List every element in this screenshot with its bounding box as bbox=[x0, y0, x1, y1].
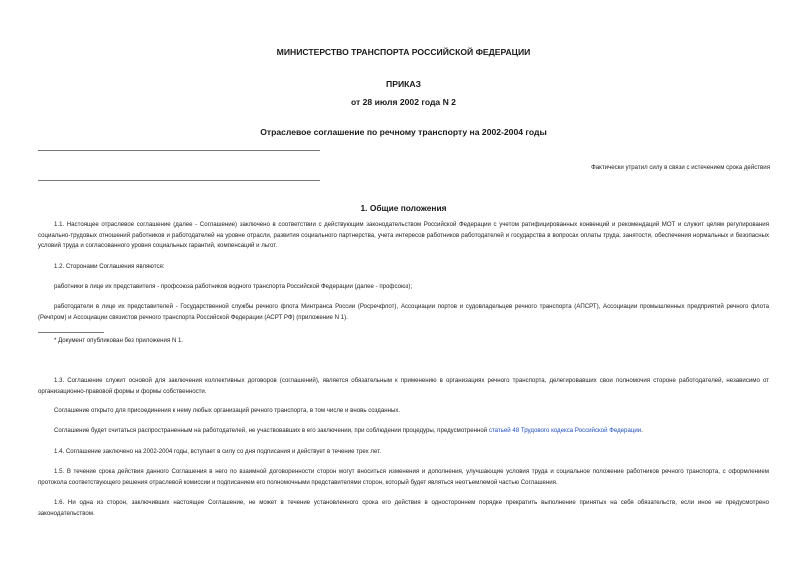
labor-code-article-48-link[interactable]: статьей 48 Трудового кодекса Российской Федерации bbox=[488, 427, 642, 434]
paragraph-open-accession: Соглашение открыто для присоединения к нему любых организаций речного транспорта, в том числе и вновь созданных. bbox=[54, 407, 401, 414]
paragraph-1-1: 1.1. Настоящее отраслевое соглашение (далее - Соглашение) заключено в соответствии с действующим законодательством Российской Федерации с учетом ратифицированных конвенций и рекомендаций МОТ и служит целям регулирования социально-трудовых отношений работников и работодателей на уровне отрасли, развития социального партнерства, учета интересов работников работодателей и государства в вопросах оплаты труда, занятости, обеспечения нормальных и безопасных условий труда и согласованного уровня социальных гарантий, компенсаций и льгот. bbox=[38, 221, 769, 250]
paragraph-extension bbox=[38, 426, 769, 437]
ministry-heading: МИНИСТЕРСТВО ТРАНСПОРТА РОССИЙСКОЙ ФЕДЕРАЦИИ bbox=[276, 47, 531, 57]
paragraph-1-4: 1.4. Соглашение заключено на 2002-2004 годы, вступает в силу со дня подписания и действует в течение трех лет. bbox=[54, 448, 381, 455]
divider-top bbox=[38, 150, 320, 151]
order-heading: ПРИКАЗ bbox=[386, 79, 421, 89]
footnote-rule bbox=[38, 332, 104, 333]
paragraph-extension-text: Соглашение будет считаться распространенным на работодателей, не участвовавших в его заключении, при соблюдении процедуры, предусмотренной bbox=[54, 427, 489, 434]
paragraph-employers: работодатели в лице их представителей - Государственной службы речного флота Минтранса России (Росречфлот), Ассоциации портов и судовладельцев речного транспорта (АПСРТ), Ассоциации промышленных предприятий речного флота (Речпром) и Ассоциации связистов речного транспорта Российской Федерации (АСРТ РФ) (приложение N 1). bbox=[38, 303, 769, 321]
divider-bottom bbox=[38, 180, 320, 181]
paragraph-extension-end: . bbox=[641, 427, 643, 434]
footnote: * Документ опубликован без приложения N 1. bbox=[54, 337, 184, 344]
section-heading: 1. Общие положения bbox=[360, 203, 447, 213]
document-title: Отраслевое соглашение по речному транспорту на 2002-2004 годы bbox=[260, 127, 547, 137]
paragraph-1-3: 1.3. Соглашение служит основой для заключения коллективных договоров (соглашений), является обязательным к применению в организациях речного транспорта, делегировавших свои полномочия стороне работодателей, независимо от организационно-правовой формы и формы собственности. bbox=[38, 377, 769, 395]
status-note: Фактически утратил силу в связи с истечением срока действия bbox=[591, 164, 770, 171]
paragraph-1-6: 1.6. Ни одна из сторон, заключивших настоящее Соглашение, не может в течение установленного срока его действия в одностороннем порядке прекратить выполнение принятых на себя обязательств, если иное не предусмотрено законодательством. bbox=[38, 499, 769, 517]
paragraph-1-5: 1.5. В течение срока действия данного Соглашения в него по взаимной договоренности сторон могут вноситься изменения и дополнения, улучшающие условия труда и социальное положение работников речного транспорта, с оформлением протокола соответствующего решения отраслевой комиссии и подписанием его полномочными представителями сторон, который будет являться неотъемлемой частью Соглашения. bbox=[38, 468, 769, 486]
paragraph-workers: работники в лице их представителя - профсоюза работников водного транспорта Российской Федерации (далее - профсоюз); bbox=[54, 283, 413, 290]
paragraph-1-2: 1.2. Сторонами Соглашения являются: bbox=[54, 263, 165, 270]
order-date: от 28 июля 2002 года N 2 bbox=[351, 97, 456, 107]
